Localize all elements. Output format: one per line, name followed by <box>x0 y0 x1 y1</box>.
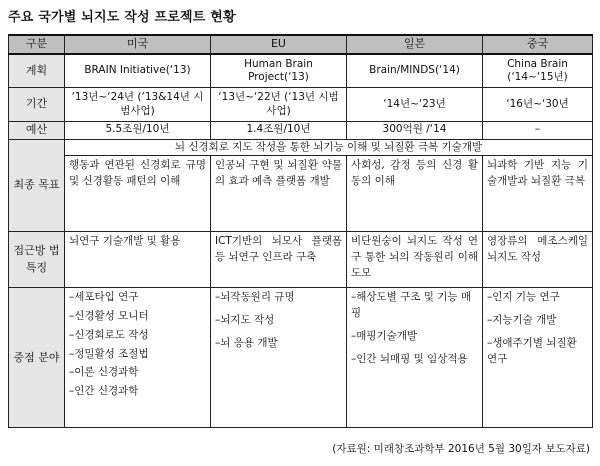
goal-eu: 인공뇌 구현 및 뇌질환 약물의 효과 예측 플랫폼 개발 <box>211 156 347 232</box>
focus-usa <box>65 288 211 428</box>
goal-china: 뇌과학 기반 지능 기술개발과 뇌질환 극복 <box>483 156 593 232</box>
list-item: –이론 신경과학 <box>69 366 139 379</box>
approach-japan: 비단원숭이 뇌지도 작성 연구 통한 뇌의 작동원리 이해 도모 <box>347 232 483 288</box>
goal-common: 뇌 신경회로 지도 작성을 통한 뇌기능 이해 및 뇌질환 극복 기술개발 <box>65 139 593 156</box>
header-category: 구분 <box>9 35 65 54</box>
focus-eu <box>211 288 347 428</box>
focus-japan <box>347 288 483 428</box>
budget-china: – <box>483 122 593 140</box>
list-item: –신경회로도 작성 <box>69 328 149 341</box>
approach-eu: ICT기반의 뇌모사 플랫폼 등 뇌연구 인프라 구축 <box>211 232 347 288</box>
plan-japan: Brain/MINDS(‘14) <box>347 54 483 88</box>
list-item: –뇌작동원리 규명 <box>215 291 295 304</box>
header-row <box>9 35 593 54</box>
focus-list-japan <box>351 290 478 367</box>
approach-usa: 뇌연구 기술개발 및 활용 <box>65 232 211 288</box>
focus-list-eu <box>215 290 342 351</box>
period-usa: ‘13년~‘24년 (‘13&14년 시범사업) <box>65 88 211 122</box>
budget-eu: 1.4조원/10년 <box>211 122 347 140</box>
list-item: –매핑기술개발 <box>351 329 418 342</box>
row-focus <box>9 288 593 428</box>
row-label-plan: 계획 <box>9 54 65 88</box>
list-item: –인간 신경과학 <box>69 385 139 397</box>
row-label-budget: 예산 <box>9 122 65 140</box>
goal-usa: 행동과 연관된 신경회로 규명 및 신경활동 패턴의 이해 <box>65 156 211 232</box>
list-item: –인간 뇌매핑 및 임상적용 <box>351 352 468 365</box>
budget-usa: 5.5조원/10년 <box>65 122 211 140</box>
row-period <box>9 88 593 122</box>
list-item: –뇌 응용 개발 <box>215 336 278 349</box>
row-label-goal: 최종 목표 <box>9 139 65 232</box>
period-japan: ‘14년~‘23년 <box>347 88 483 122</box>
brain-project-table <box>8 34 593 428</box>
approach-china: 영장류의 메조스케일 뇌지도 작성 <box>483 232 593 288</box>
plan-eu: Human Brain Project(‘13) <box>211 54 347 88</box>
row-label-period: 기간 <box>9 88 65 122</box>
list-item: –지능기술 개발 <box>487 314 557 326</box>
goal-japan: 사회성, 감정 등의 신경 활동의 이해 <box>347 156 483 232</box>
header-eu: EU <box>211 35 347 54</box>
list-item: –생애주기별 뇌질환 연구 <box>487 336 577 365</box>
list-item: –해상도별 구조 및 기능 매핑 <box>351 291 472 319</box>
row-goal <box>9 156 593 232</box>
row-approach <box>9 232 593 288</box>
focus-list-china <box>487 290 588 367</box>
list-item: –정밀활성 조절법 <box>69 347 149 360</box>
list-item: –인지 기능 연구 <box>487 291 560 304</box>
period-eu: ‘13년~‘22년 (‘13년 시범사업) <box>211 88 347 122</box>
page-title: 주요 국가별 뇌지도 작성 프로젝트 현황 <box>8 10 236 25</box>
plan-china: China Brain (‘14~‘15년) <box>483 54 593 88</box>
row-budget <box>9 122 593 140</box>
list-item: –뇌지도 작성 <box>215 314 275 326</box>
source-note: (자료원: 미래창조과학부 2016년 5월 30일자 보도자료) <box>332 443 590 455</box>
row-label-approach: 접근방 법 특징 <box>9 232 65 288</box>
plan-usa: BRAIN Initiative(‘13) <box>65 54 211 88</box>
focus-list-usa <box>69 290 206 400</box>
budget-japan: 300억원 /‘14 <box>347 122 483 140</box>
header-japan: 일본 <box>347 35 483 54</box>
row-goal-common <box>9 139 593 156</box>
list-item: –세포타입 연구 <box>69 291 139 304</box>
list-item: –신경활성 모니터 <box>69 310 149 322</box>
row-label-focus: 중점 분야 <box>9 288 65 428</box>
row-plan <box>9 54 593 88</box>
header-usa: 미국 <box>65 35 211 54</box>
header-china: 중국 <box>483 35 593 54</box>
focus-china <box>483 288 593 428</box>
period-china: ‘16년~‘30년 <box>483 88 593 122</box>
